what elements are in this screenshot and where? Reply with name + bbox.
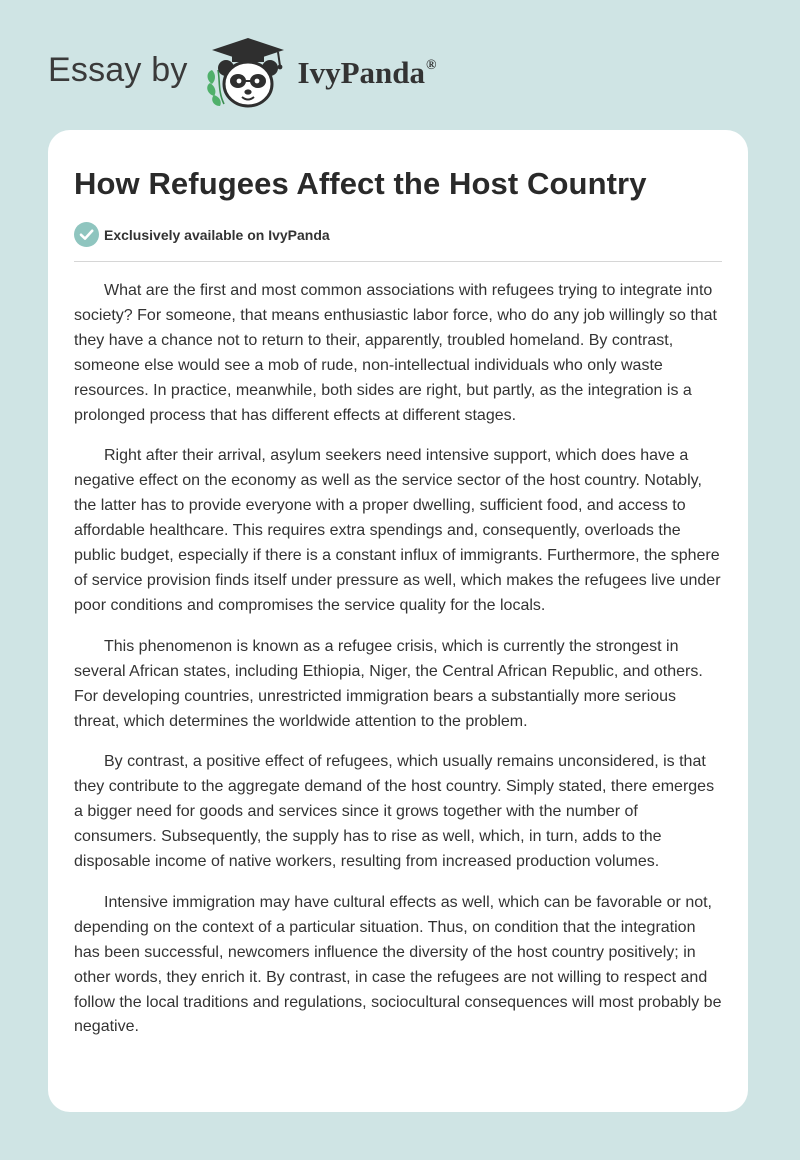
paragraph: This phenomenon is known as a refugee crisis, which is currently the strongest in several African states, including Ethiopia, Niger, the Central African Republic, and others. For developing countries, unrestricted immigration bears a substantially more serious threat, which determines the worldwide attention to the problem.: [74, 637, 703, 730]
paragraph: Right after their arrival, asylum seekers need intensive support, which does have a negative effect on the economy as well as the service sector of the host country. Notably, the latter has to provide everyone with a proper dwelling, sufficient food, and access to affordable healthcare. This requires extra spendings and, consequently, overloads the public budget, especially if there is a constant influx of immigrants. Furthermore, the sphere of service provision finds itself under pressure as well, which makes the refugees live under poor conditions and compromises the service quality for the locals.: [74, 447, 721, 614]
paragraph: By contrast, a positive effect of refugees, which usually remains unconsidered, is that they contribute to the aggregate demand of the host country. Simply stated, there emerges a bigger need for goods and services since it grows together with the number of consumers. Subsequently, the supply has to rise as well, which, in turn, adds to the disposable income of native workers, resulting from increased production volumes.: [74, 753, 715, 871]
essay-card: [48, 130, 748, 1112]
checkmark-icon: [74, 222, 99, 247]
brand-name[interactable]: IvyPanda®: [297, 55, 437, 90]
paragraph: What are the first and most common associations with refugees trying to integrate into society? For someone, that means enthusiastic labor force, who do any job willingly so that they have a chance not to return to their, apparently, troubled homeland. By contrast, someone else would see a mob of rude, non-intellectual individuals who only waste resources. In practice, meanwhile, both sides are right, but partly, as the integration is a prolonged process that has different effects at different stages.: [74, 282, 717, 424]
site-header: [48, 34, 437, 114]
exclusive-label: Exclusively available on IvyPanda: [104, 226, 330, 243]
exclusive-badge: [74, 222, 330, 247]
divider: [74, 261, 722, 262]
essay-by-label: Essay by: [48, 50, 188, 89]
paragraph: Intensive immigration may have cultural effects as well, which can be favorable or not, depending on the context of a particular situation. Thus, on condition that the integration has been successful, newcomers influence the diversity of the host country positively; in other words, they enrich it. By contrast, in case the refugees are not willing to respect and follow the local traditions and regulations, sociocultural consequences will most probably be negative.: [74, 893, 722, 1036]
page-title: How Refugees Affect the Host Country: [74, 166, 647, 201]
essay-body: [74, 279, 724, 1056]
registered-mark: ®: [426, 58, 437, 73]
ivypanda-logo-icon[interactable]: [202, 36, 294, 112]
